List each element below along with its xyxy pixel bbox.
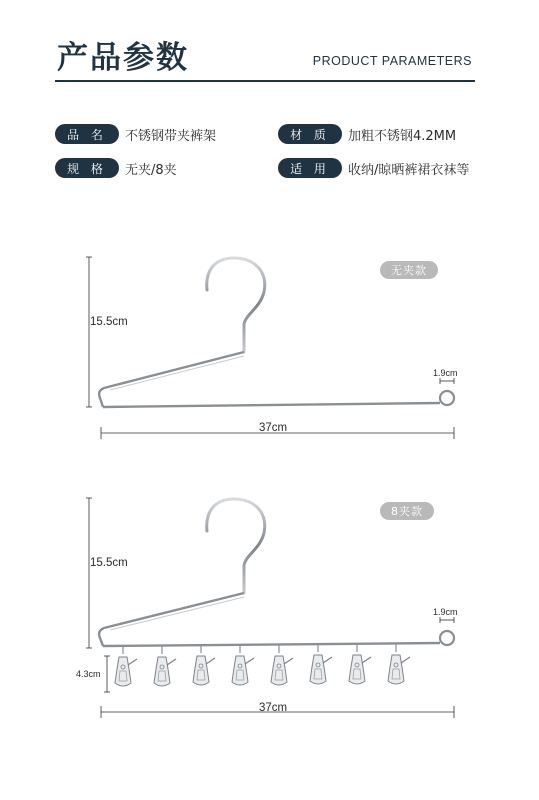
- spec-value-size: 无夹/8夹: [125, 162, 177, 178]
- spec-value-material: 加粗不锈钢4.2MM: [348, 128, 457, 144]
- spec-value-usage: 收纳/晾晒裤裙衣袜等: [348, 162, 470, 178]
- spec-label-material: 材 质: [278, 124, 342, 144]
- clip-5: [271, 656, 293, 685]
- spec-label-size: 规 格: [55, 158, 119, 178]
- page-title: 产品参数: [57, 40, 189, 76]
- clip-1: [115, 657, 137, 686]
- clip-height-label: 4.3cm: [76, 669, 101, 679]
- width-label-v2: 37cm: [259, 702, 288, 714]
- variant-tag-no-clip: 无夹款: [380, 261, 438, 279]
- ring-label-v1: 1.9cm: [433, 368, 458, 378]
- spec-label-name: 品 名: [55, 124, 119, 144]
- variant-tag-8-clip: 8夹款: [380, 502, 434, 520]
- height-label-v1: 15.5cm: [90, 316, 128, 328]
- width-label-v1: 37cm: [259, 422, 288, 434]
- dimension-lines-v1: [86, 257, 454, 439]
- clip-6: [310, 655, 332, 684]
- page-subtitle: PRODUCT PARAMETERS: [312, 54, 472, 68]
- hanger-no-clip: [99, 258, 454, 407]
- clip-8: [388, 655, 410, 684]
- clip-7: [349, 655, 371, 684]
- dimension-lines-v2: [86, 498, 454, 718]
- clip-4: [232, 656, 254, 685]
- height-label-v2: 15.5cm: [90, 557, 128, 569]
- ring-label-v2: 1.9cm: [433, 607, 458, 617]
- clip-row: [115, 644, 410, 686]
- hanger-8-clip: [99, 499, 454, 686]
- spec-value-name: 不锈钢带夹裤架: [125, 128, 217, 144]
- spec-label-usage: 适 用: [278, 158, 342, 178]
- clip-3: [193, 656, 215, 685]
- clip-2: [154, 657, 176, 686]
